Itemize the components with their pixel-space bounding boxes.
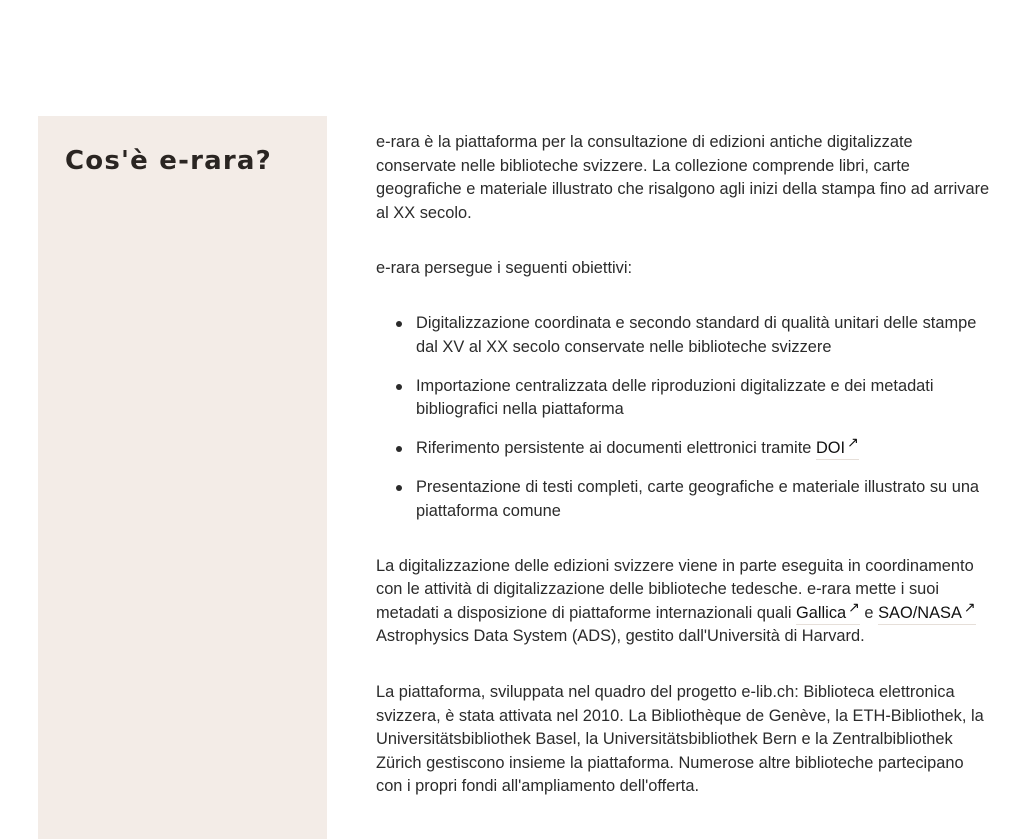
bullet-icon xyxy=(396,384,402,390)
main-content xyxy=(376,131,994,799)
objectives-list xyxy=(376,312,994,524)
external-link-icon: ↗ xyxy=(847,434,859,451)
list-item xyxy=(376,312,994,359)
sidebar-panel xyxy=(38,116,327,839)
gallica-link[interactable]: Gallica ↗ xyxy=(796,604,860,625)
sao-nasa-link[interactable]: SAO/NASA ↗ xyxy=(878,604,976,625)
bullet-icon xyxy=(396,485,402,491)
doi-link[interactable]: DOI ↗ xyxy=(816,439,859,460)
list-item-text: Digitalizzazione coordinata e secondo standard di qualità unitari delle stampe dal XV al XX secolo conservate nelle biblioteche svizzere xyxy=(416,313,977,356)
list-item xyxy=(376,375,994,422)
external-link-icon: ↗ xyxy=(963,598,976,615)
list-item-text: Presentazione di testi completi, carte geografiche e materiale illustrato su una piattaforma comune xyxy=(416,478,980,521)
bullet-icon xyxy=(396,446,402,452)
coordination-paragraph: La digitalizzazione delle edizioni svizzere viene in parte eseguita in coordinamento con le attività di digitalizzazione delle biblioteche tedesche. e-rara mette i suoi metadati a disposizione di piattaforme internazionali quali Gallica ↗ e SAO/NASA ↗ Astrophysics Data System (ADS), gestito dall'Università di Harvard. xyxy=(376,556,976,646)
external-link-icon: ↗ xyxy=(848,598,860,615)
list-item xyxy=(376,434,994,461)
list-item xyxy=(376,476,994,523)
list-item-text: Riferimento persistente ai documenti elettronici tramite xyxy=(416,439,816,458)
intro-paragraph: e-rara è la piattaforma per la consultazione di edizioni antiche digitalizzate conservate nelle biblioteche svizzere. La collezione comprende libri, carte geografiche e materiale illustrato che risalgono agli inizi della stampa fino ad arrivare al XX secolo. xyxy=(376,133,990,222)
platform-paragraph: La piattaforma, sviluppata nel quadro del progetto e-lib.ch: Biblioteca elettronica svizzera, è stata attivata nel 2010. La Bibliothèque de Genève, la ETH-Bibliothek, la Universitätsbibliothek Basel, la Universitätsbibliothek Bern e la Zentralbibliothek Zürich gestiscono insieme la piattaforma. Numerose altre biblioteche partecipano con i propri fondi all'ampliamento dell'offerta. xyxy=(376,683,984,796)
list-item-text: Importazione centralizzata delle riproduzioni digitalizzate e dei metadati bibliografici nella piattaforma xyxy=(416,376,934,419)
page-title: Cos'è e-rara? xyxy=(65,146,272,176)
objectives-intro: e-rara persegue i seguenti obiettivi: xyxy=(376,259,633,278)
bullet-icon xyxy=(396,321,402,327)
